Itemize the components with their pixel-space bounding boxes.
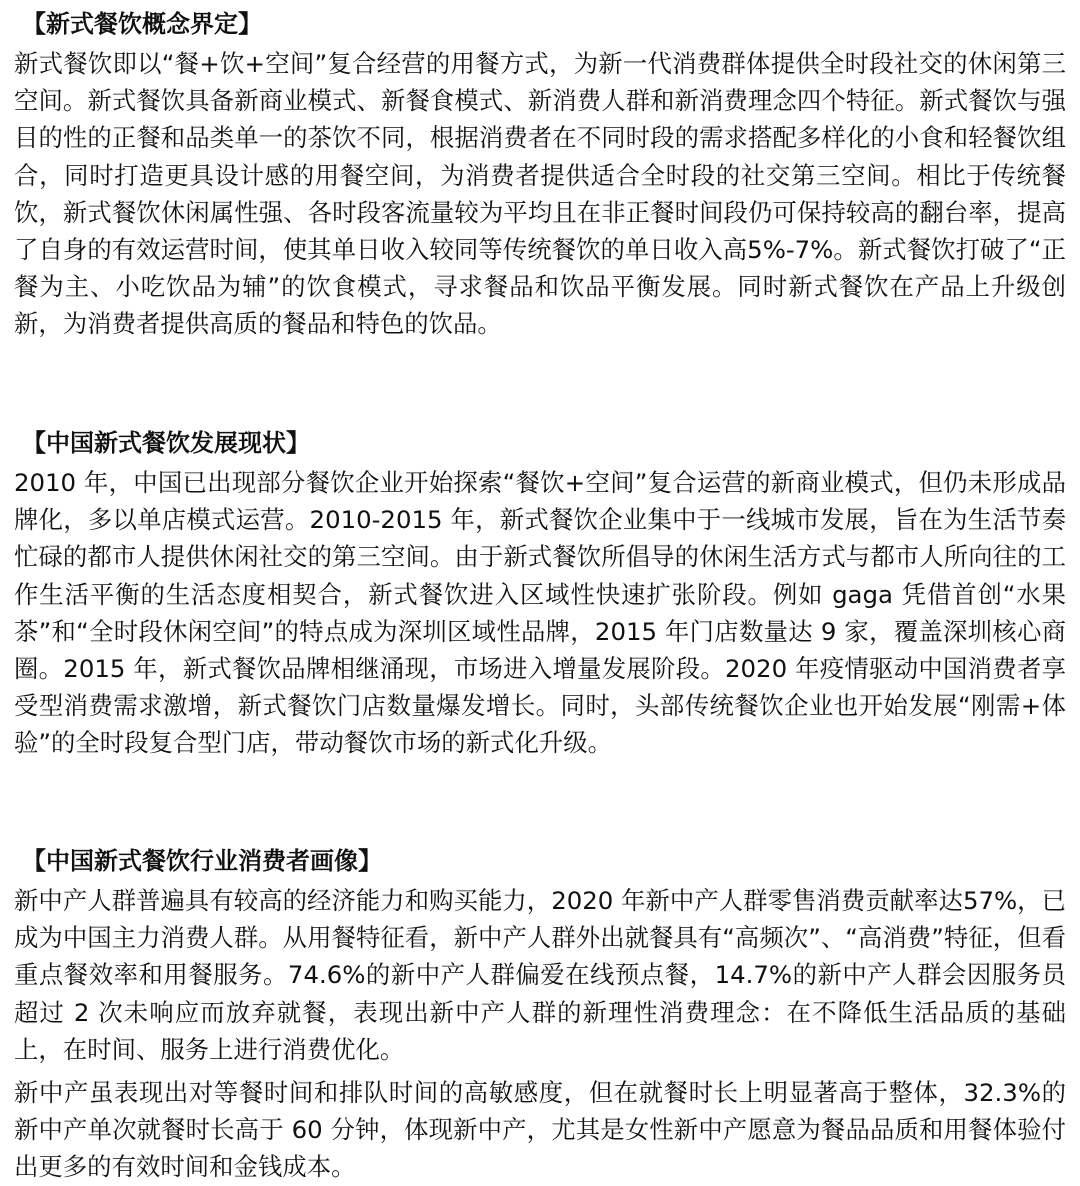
section-paragraph: 新中产人群普遍具有较高的经济能力和购买能力，2020 年新中产人群零售消费贡献率达57%，已成为中国主力消费人群。从用餐特征看，新中产人群外出就餐具有“高频次”、“高消费”特征，但看重点餐效率和用餐服务。74.6%的新中产人群偏爱在线预点餐，14.7%的新中产人群会因服务员超过 2 次未响应而放弃就餐，表现出新中产人群的新理性消费理念：在不降低生活品质的基础上，在时间、服务上进行消费优化。 xyxy=(14,886,1066,1064)
section-development-status xyxy=(14,422,1066,762)
section-heading: 【新式餐饮概念界定】 xyxy=(22,10,262,38)
section-heading: 【中国新式餐饮发展现状】 xyxy=(22,429,310,457)
section-consumer-profile xyxy=(14,840,1066,1186)
section-paragraph: 2010 年，中国已出现部分餐饮企业开始探索“餐饮+空间”复合运营的新商业模式，但仍未形成品牌化，多以单店模式运营。2010-2015 年，新式餐饮企业集中于一线城市发展，旨在为生活节奏忙碌的都市人提供休闲社交的第三空间。由于新式餐饮所倡导的休闲生活方式与都市人所向往的工作生活平衡的生活态度相契合，新式餐饮进入区域性快速扩张阶段。例如 gaga 凭借首创“水果茶”和“全时段休闲空间”的特点成为深圳区域性品牌，2015 年门店数量达 9 家，覆盖深圳核心商圈。2015 年，新式餐饮品牌相继涌现，市场进入增量发展阶段。2020 年疫情驱动中国消费者享受型消费需求激增，新式餐饮门店数量爆发增长。同时，头部传统餐饮企业也开始发展“刚需+体验”的全时段复合型门店，带动餐饮市场的新式化升级。 xyxy=(14,468,1066,758)
section-paragraph: 新式餐饮即以“餐+饮+空间”复合经营的用餐方式，为新一代消费群体提供全时段社交的休闲第三空间。新式餐饮具备新商业模式、新餐食模式、新消费人群和新消费理念四个特征。新式餐饮与强目的性的正餐和品类单一的茶饮不同，根据消费者在不同时段的需求搭配多样化的小食和轻餐饮组合，同时打造更具设计感的用餐空间，为消费者提供适合全时段的社交第三空间。相比于传统餐饮，新式餐饮休闲属性强、各时段客流量较为平均且在非正餐时间段仍可保持较高的翻台率，提高了自身的有效运营时间，使其单日收入较同等传统餐饮的单日收入高5%-7%。新式餐饮打破了“正餐为主、小吃饮品为辅”的饮食模式，寻求餐品和饮品平衡发展。同时新式餐饮在产品上升级创新，为消费者提供高质的餐品和特色的饮品。 xyxy=(14,49,1066,339)
section-heading: 【中国新式餐饮行业消费者画像】 xyxy=(22,847,382,875)
section-paragraph: 新中产虽表现出对等餐时间和排队时间的高敏感度，但在就餐时长上明显著高于整体，32.3%的新中产单次就餐时长高于 60 分钟，体现新中产，尤其是女性新中产愿意为餐品品质和用餐体验付出更多的有效时间和金钱成本。 xyxy=(14,1078,1066,1182)
section-concept-definition xyxy=(14,3,1066,343)
